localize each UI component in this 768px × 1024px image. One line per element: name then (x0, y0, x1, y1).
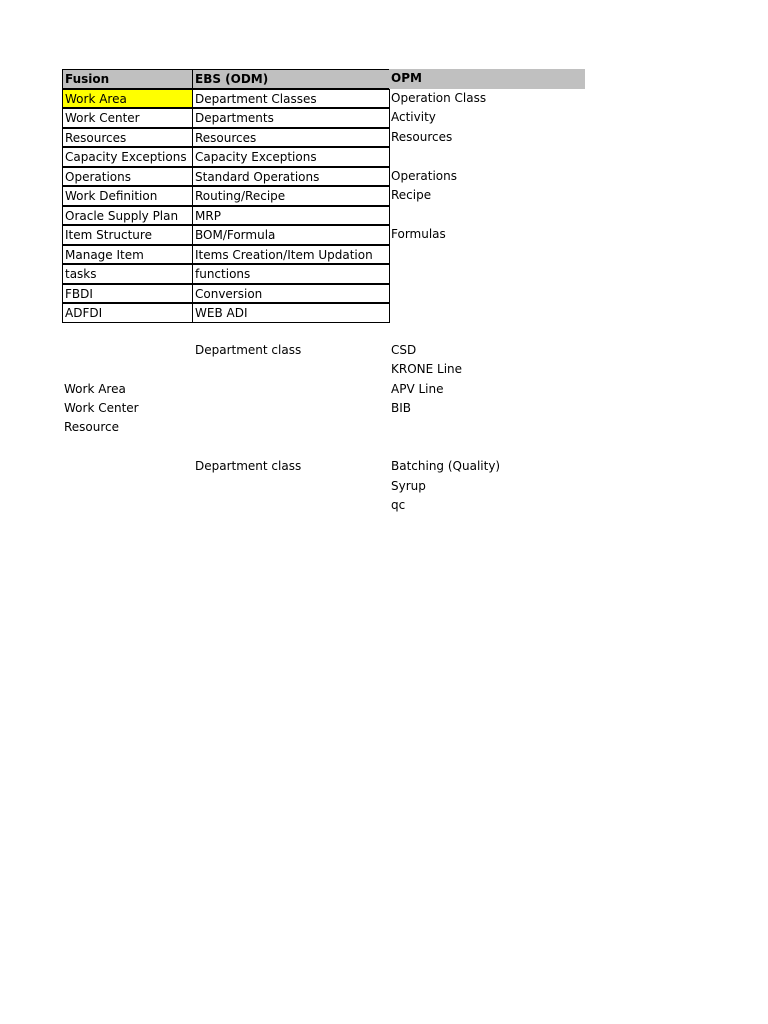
table-cell-opm (389, 206, 585, 226)
note-line-item: Batching (Quality) (391, 459, 501, 473)
note-line-item: CSD (391, 343, 417, 357)
table-cell-ebs: Standard Operations (192, 167, 390, 187)
table-cell-fusion: Work Definition (62, 186, 193, 206)
table-cell-ebs: Capacity Exceptions (192, 147, 390, 167)
table-cell-ebs: Items Creation/Item Updation (192, 245, 390, 265)
table-cell-opm: Activity (391, 110, 436, 124)
table-cell-fusion: Oracle Supply Plan (62, 206, 193, 226)
table-cell-opm: Resources (391, 129, 453, 144)
note-department-class: Department class (195, 459, 302, 473)
table-cell-opm: Operations (391, 168, 457, 183)
table-cell-ebs: Departments (192, 108, 390, 128)
note-fusion-item: Work Center (64, 401, 139, 415)
table-cell-opm: Operation Class (391, 90, 487, 105)
note-line-item: APV Line (391, 382, 444, 396)
note-department-class: Department class (195, 343, 302, 357)
note-line-item: qc (391, 498, 406, 512)
table-cell-opm (389, 264, 585, 284)
header-ebs-odm: EBS (ODM) (192, 69, 390, 89)
table-cell-fusion: Manage Item (62, 245, 193, 265)
note-line-item: Syrup (391, 479, 426, 493)
table-cell-fusion: Work Area (62, 89, 193, 109)
table-cell-fusion: tasks (62, 264, 193, 284)
table-cell-fusion: Item Structure (62, 225, 193, 245)
table-cell-ebs: MRP (192, 206, 390, 226)
table-cell-fusion: Resources (62, 128, 193, 148)
header-opm: OPM (389, 69, 585, 89)
header-fusion: Fusion (62, 69, 193, 89)
table-cell-opm (389, 245, 585, 265)
note-fusion-item: Work Area (64, 382, 126, 396)
note-fusion-item: Resource (64, 420, 120, 434)
table-cell-ebs: BOM/Formula (192, 225, 390, 245)
table-cell-opm (389, 284, 585, 304)
table-cell-opm: Recipe (391, 188, 432, 202)
table-cell-ebs: functions (192, 264, 390, 284)
table-cell-opm: Formulas (391, 227, 446, 241)
note-line-item: BIB (391, 401, 412, 415)
table-cell-fusion: FBDI (62, 284, 193, 304)
note-line-item: KRONE Line (391, 362, 463, 376)
table-cell-ebs: Department Classes (192, 89, 390, 109)
table-cell-opm (389, 303, 585, 323)
table-cell-ebs: Routing/Recipe (192, 186, 390, 206)
table-cell-ebs: Resources (192, 128, 390, 148)
table-cell-fusion: Capacity Exceptions (62, 147, 193, 167)
table-cell-ebs: WEB ADI (192, 303, 390, 323)
table-cell-fusion: ADFDI (62, 303, 193, 323)
table-cell-opm (389, 147, 585, 167)
table-cell-fusion: Operations (62, 167, 193, 187)
table-cell-fusion: Work Center (62, 108, 193, 128)
table-cell-ebs: Conversion (192, 284, 390, 304)
